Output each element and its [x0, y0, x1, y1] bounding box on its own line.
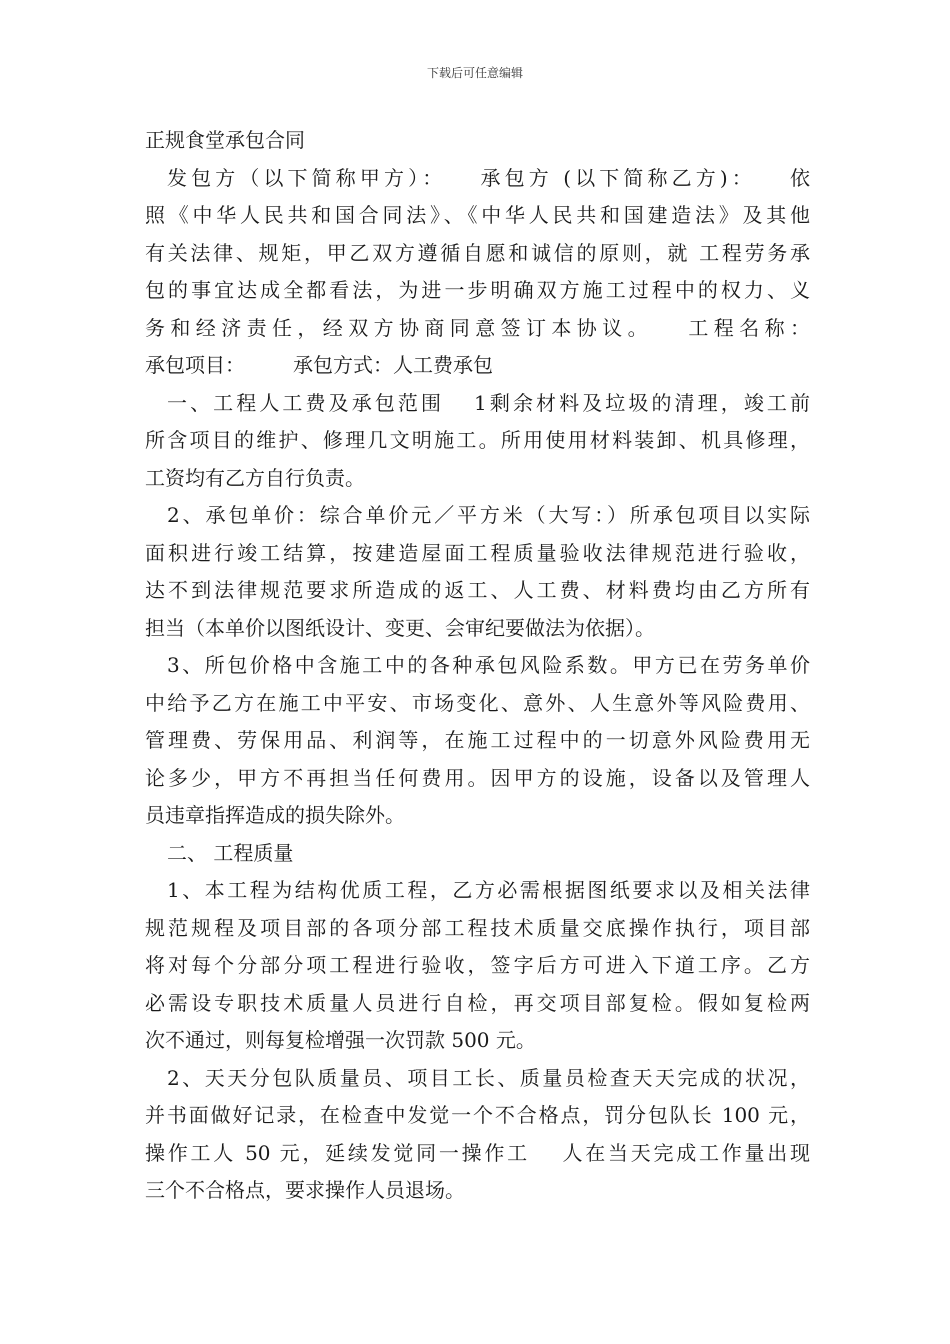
paragraph-line — [145, 385, 810, 423]
paragraph-line: 2、承包单价：综合单价元／平方米（大写：）所承包项目以实际 — [167, 503, 810, 527]
paragraph-line — [145, 310, 810, 348]
paragraph-line: 将对每个分部分项工程进行验收，签字后方可进入下道工序。乙方 — [145, 953, 810, 977]
text-span: 依 — [785, 165, 810, 190]
document-body — [145, 122, 810, 1210]
paragraph-line — [145, 160, 810, 198]
paragraph-line: 管理费、劳保用品、利润等，在施工过程中的一切意外风险费用无 — [145, 728, 810, 752]
paragraph-line: 照《中华人民共和国合同法》、《中华人民共和国建造法》及其他 — [145, 203, 810, 227]
paragraph-line: 中给予乙方在施工中平安、市场变化、意外、人生意外等风险费用、 — [145, 690, 810, 715]
section-heading: 二、 工程质量 — [167, 840, 294, 865]
paragraph-line: 论多少，甲方不再担当任何费用。因甲方的设施，设备以及管理人 — [145, 765, 810, 790]
paragraph-line — [145, 347, 810, 385]
paragraph-line: 次不通过，则每复检增强一次罚款 500 元。 — [145, 1028, 536, 1052]
paragraph-line: 员违章指挥造成的损失除外。 — [145, 803, 405, 827]
section-heading: 一、工程人工费及承包范围 — [167, 390, 445, 415]
project-name-label: 工程名称： — [683, 315, 810, 340]
paragraph-line: 有关法律、规矩，甲乙双方遵循自愿和诚信的原则，就 工程劳务承 — [145, 240, 810, 265]
paragraph-line: 面积进行竣工结算，按建造屋面工程质量验收法律规范进行验收， — [145, 540, 810, 565]
contract-mode-label: 承包方式：人工费承包 — [293, 353, 493, 377]
text-span: 操作工人 50 元，延续发觉同一操作工 — [145, 1140, 530, 1165]
paragraph-line: 达不到法律规范要求所造成的返工、人工费、材料费均由乙方所有 — [145, 578, 810, 602]
paragraph-line: 并书面做好记录，在检查中发觉一个不合格点，罚分包队长 100 元， — [145, 1103, 810, 1127]
paragraph-line: 三个不合格点，要求操作人员退场。 — [145, 1178, 465, 1202]
paragraph-line: 包的事宜达成全都看法，为进一步明确双方施工过程中的权力、义 — [145, 278, 810, 302]
paragraph-line: 1、本工程为结构优质工程，乙方必需根据图纸要求以及相关法律 — [167, 878, 810, 902]
contract-item-label: 承包项目： — [145, 353, 245, 377]
document-title: 正规食堂承包合同 — [145, 128, 305, 152]
paragraph-line: 必需设专职技术质量人员进行自检，再交项目部复检。假如复检两 — [145, 990, 810, 1015]
paragraph-line: 2、天天分包队质量员、项目工长、质量员检查天天完成的状况， — [167, 1065, 810, 1090]
paragraph-line: 规范规程及项目部的各项分部工程技术质量交底操作执行，项目部 — [145, 915, 810, 940]
text-span: 务和经济责任，经双方协商同意签订本协议。 — [145, 315, 653, 340]
party-a-label: 发包方（以下简称甲方）： — [167, 165, 447, 190]
paragraph-line: 担当（本单价以图纸设计、变更、会审纪要做法为依据）。 — [145, 615, 655, 640]
paragraph-line — [145, 1135, 810, 1173]
text-span: 人在当天完成工作量出现 — [559, 1140, 810, 1165]
paragraph-line: 工资均有乙方自行负责。 — [145, 465, 365, 490]
party-b-label: 承包方 (以下简称乙方)： — [476, 165, 756, 190]
paragraph-line: 所含项目的维护、修理几文明施工。所用使用材料装卸、机具修理， — [145, 428, 810, 452]
paragraph-line: 3、所包价格中含施工中的各种承包风险系数。甲方已在劳务单价 — [167, 653, 810, 677]
text-span: 1剩余材料及垃圾的清理，竣工前 — [474, 390, 810, 415]
page-header-watermark: 下载后可任意编辑 — [426, 66, 523, 80]
